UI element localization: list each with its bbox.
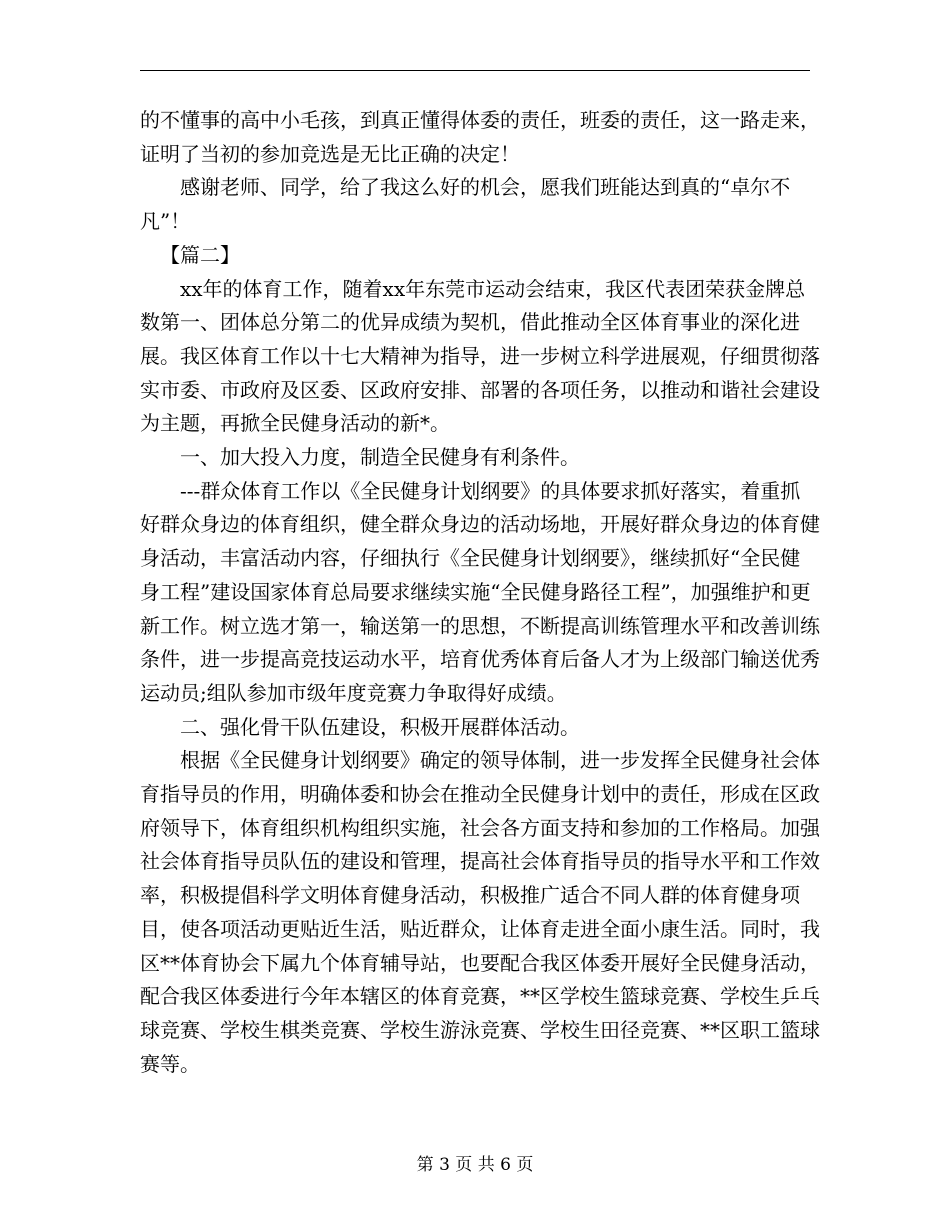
- paragraph-section-one: ---群众体育工作以《全民健身计划纲要》的具体要求抓好落实，着重抓好群众身边的体育组织，健全群众身边的活动场地，开展好群众身边的体育健身活动，丰富活动内容，仔细执行《全民健身计划纲要》，继续抓好“全民健身工程”建设国家体育总局要求继续实施“全民健身路径工程”，加强维护和更新工作。树立选才第一，输送第一的思想，不断提高训练管理水平和改善训练条件，进一步提高竞技运动水平，培育优秀体育后备人才为上级部门输送优秀运动员;组队参加市级年度竞赛力争取得好成绩。: [140, 478, 820, 705]
- section-title-part-two: 【篇二】: [160, 242, 240, 267]
- paragraph-thanks: 感谢老师、同学，给了我这么好的机会，愿我们班能达到真的“卓尔不凡”！: [140, 175, 791, 234]
- heading-section-one: 一、加大投入力度，制造全民健身有利条件。: [180, 445, 580, 470]
- paragraph-continuation: 的不懂事的高中小毛孩，到真正懂得体委的责任，班委的责任，这一路走来，证明了当初的参加竞选是无比正确的决定！: [140, 108, 820, 166]
- heading-section-two: 二、强化骨干队伍建设，积极开展群体活动。: [180, 714, 580, 739]
- page-number: 第 3 页 共 6 页: [416, 1155, 534, 1175]
- paragraph-section-two: 根据《全民健身计划纲要》确定的领导体制，进一步发挥全民健身社会体育指导员的作用，明确体委和协会在推动全民健身计划中的责任，形成在区政府领导下，体育组织机构组织实施，社会各方面支持和参加的工作格局。加强社会体育指导员队伍的建设和管理，提高社会体育指导员的指导水平和工作效率，积极提倡科学文明体育健身活动，积极推广适合不同人群的体育健身项目，使各项活动更贴近生活，贴近群众，让体育走进全面小康生活。同时，我区**体育协会下属九个体育辅导站，也要配合我区体委开展好全民健身活动，配合我区体委进行今年本辖区的体育竞赛，**区学校生篮球竞赛、学校生乒乓球竞赛、学校生棋类竞赛、学校生游泳竞赛、学校生田径竞赛、**区职工篮球赛等。: [140, 748, 820, 1076]
- paragraph-intro: xx年的体育工作，随着xx年东莞市运动会结束，我区代表团荣获金牌总数第一、团体总分第二的优异成绩为契机，借此推动全区体育事业的深化进展。我区体育工作以十七大精神为指导，进一步树立科学进展观，仔细贯彻落实市委、市政府及区委、区政府安排、部署的各项任务，以推动和谐社会建设为主题，再掀全民健身活动的新*。: [140, 276, 820, 436]
- document-body: [140, 104, 820, 1081]
- header-rule: [140, 70, 810, 71]
